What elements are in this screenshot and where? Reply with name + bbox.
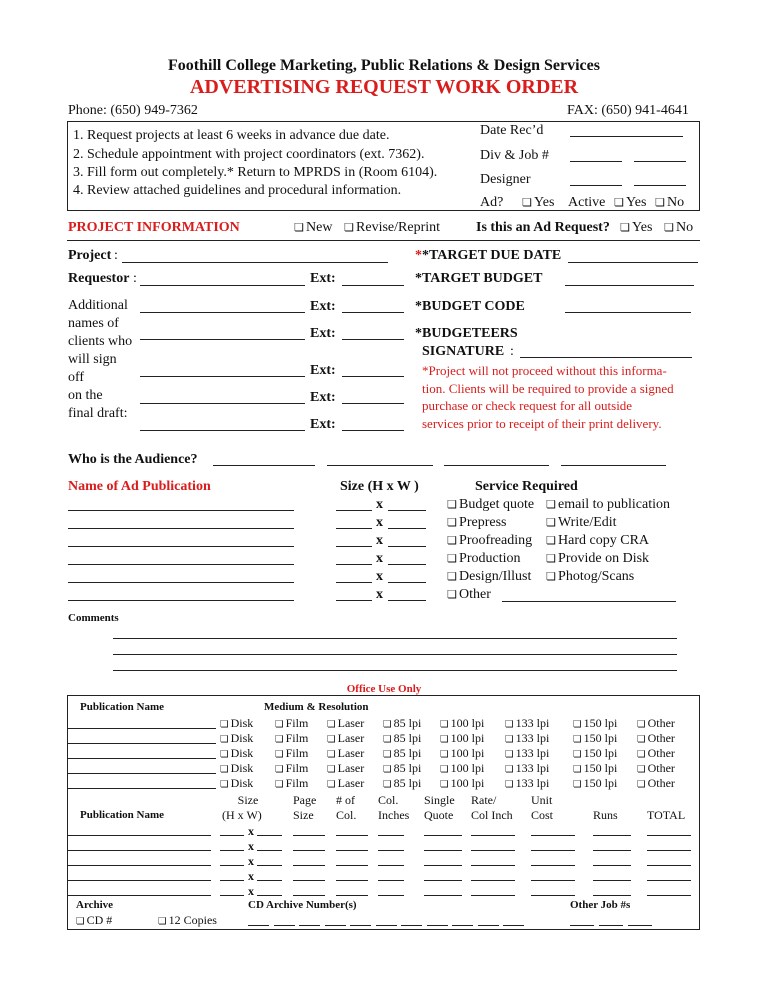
medium-option-checkbox[interactable]: ❏ 85 lpi: [383, 776, 421, 791]
medium-option-checkbox[interactable]: ❏ Other: [637, 776, 675, 791]
cd-checkbox[interactable]: ❏ CD #: [76, 913, 112, 928]
budget-code-label: *BUDGET CODE: [415, 299, 525, 314]
col-unit-top: Unit: [531, 793, 553, 807]
ext-label-4: Ext:: [310, 363, 336, 378]
cost-cell-input[interactable]: [293, 850, 325, 851]
active-no-checkbox[interactable]: ❏ No: [655, 195, 684, 211]
cost-cell-input[interactable]: [471, 850, 515, 851]
comments-label: Comments: [68, 612, 119, 624]
other-job-input[interactable]: [570, 925, 594, 926]
section-divider: [67, 240, 700, 241]
medium-heading: Medium & Resolution: [264, 701, 369, 713]
service-right-checkbox[interactable]: ❏ Provide on Disk: [546, 551, 649, 567]
project-note: *Project will not proceed without this informa- tion. Clients will be required to provide a signed purchase or check request for all outside services prior to receipt of their print delivery.: [422, 363, 674, 431]
cost-cell-input[interactable]: [593, 895, 631, 896]
medium-option-checkbox[interactable]: ❏ 150 lpi: [573, 746, 617, 761]
cost-cell-input[interactable]: [293, 895, 325, 896]
cd-archive-input[interactable]: [427, 925, 448, 926]
medium-option-checkbox[interactable]: ❏ Film: [275, 716, 308, 731]
target-budget-label: *TARGET BUDGET: [415, 271, 543, 286]
ad-label: Ad?: [480, 195, 504, 210]
ad-request-no-checkbox[interactable]: ❏ No: [664, 220, 693, 236]
other-jobs-label: Other Job #s: [570, 899, 631, 911]
cost-cell-input[interactable]: [293, 880, 325, 881]
ad-size-w-input[interactable]: [388, 564, 426, 565]
col-col-top: Col.: [378, 793, 399, 807]
other-job-input[interactable]: [599, 925, 623, 926]
cost-cell-input[interactable]: [424, 895, 462, 896]
cost-h-input[interactable]: [220, 835, 244, 836]
audience-input-1[interactable]: [213, 465, 315, 466]
ext-label-6: Ext:: [310, 417, 336, 432]
col-single-top: Single: [424, 793, 455, 807]
cost-cell-input[interactable]: [336, 850, 368, 851]
instruction-4: 4. Review attached guidelines and procedural information.: [73, 183, 402, 198]
cost-cell-input[interactable]: [647, 835, 691, 836]
project-input[interactable]: [122, 262, 388, 263]
additional-input-4[interactable]: [140, 403, 305, 404]
cost-x: x: [248, 884, 254, 898]
cost-cell-input[interactable]: [471, 880, 515, 881]
col-total: TOTAL: [647, 808, 686, 822]
ad-size-w-input[interactable]: [388, 546, 426, 547]
cost-cell-input[interactable]: [593, 835, 631, 836]
additional-input-1[interactable]: [140, 312, 305, 313]
cd-archive-input[interactable]: [401, 925, 422, 926]
cost-pub-name-input[interactable]: [68, 865, 211, 866]
active-label: Active: [568, 195, 606, 210]
ext-input-5[interactable]: [342, 403, 404, 404]
cost-cell-input[interactable]: [647, 880, 691, 881]
office-pub-name-2: Publication Name: [80, 809, 165, 821]
medium-option-checkbox[interactable]: ❏ 85 lpi: [383, 716, 421, 731]
medium-option-checkbox[interactable]: ❏ 133 lpi: [505, 761, 549, 776]
medium-option-checkbox[interactable]: ❏ Other: [637, 746, 675, 761]
cost-cell-input[interactable]: [336, 895, 368, 896]
medium-option-checkbox[interactable]: ❏ 150 lpi: [573, 761, 617, 776]
cd-archive-input[interactable]: [478, 925, 499, 926]
ad-pub-name-input[interactable]: [68, 546, 294, 547]
designer-label: Designer: [480, 172, 531, 187]
target-due-label: **TARGET DUE DATE: [415, 248, 562, 263]
ad-pub-name-input[interactable]: [68, 528, 294, 529]
cost-cell-input[interactable]: [378, 865, 404, 866]
new-checkbox[interactable]: ❏ New: [294, 220, 332, 236]
ext-label-1: Ext:: [310, 271, 336, 286]
medium-option-checkbox[interactable]: ❏ Disk: [220, 716, 253, 731]
col-rate-top: Rate/: [471, 793, 497, 807]
ad-size-w-input[interactable]: [388, 510, 426, 511]
ad-size-h-input[interactable]: [336, 600, 372, 601]
col-hw: (H x W): [222, 808, 262, 822]
cost-cell-input[interactable]: [424, 880, 462, 881]
cost-pub-name-input[interactable]: [68, 835, 211, 836]
comments-line-1[interactable]: [113, 638, 677, 639]
medium-option-checkbox[interactable]: ❏ Laser: [327, 746, 364, 761]
ad-size-w-input[interactable]: [388, 600, 426, 601]
col-cost: Cost: [531, 808, 554, 822]
ad-size-w-input[interactable]: [388, 582, 426, 583]
service-left-checkbox[interactable]: ❏ Production: [447, 551, 520, 567]
cost-h-input[interactable]: [220, 865, 244, 866]
medium-option-checkbox[interactable]: ❏ Laser: [327, 716, 364, 731]
cost-cell-input[interactable]: [531, 850, 575, 851]
medium-option-checkbox[interactable]: ❏ Disk: [220, 776, 253, 791]
cd-archive-input[interactable]: [325, 925, 346, 926]
ad-request-label: Is this an Ad Request?: [476, 220, 610, 235]
date-recd-line[interactable]: [570, 136, 683, 137]
service-heading: Service Required: [475, 479, 578, 494]
cost-cell-input[interactable]: [531, 835, 575, 836]
cd-archive-input[interactable]: [503, 925, 524, 926]
ext-label-5: Ext:: [310, 390, 336, 405]
cost-cell-input[interactable]: [471, 895, 515, 896]
audience-input-2[interactable]: [327, 465, 433, 466]
service-right-checkbox[interactable]: ❏ email to publication: [546, 497, 670, 513]
other-service-input[interactable]: [502, 601, 676, 602]
div-job-label: Div & Job #: [480, 148, 549, 163]
medium-option-checkbox[interactable]: ❏ 85 lpi: [383, 746, 421, 761]
ad-size-x: x: [376, 587, 383, 602]
medium-option-checkbox[interactable]: ❏ 100 lpi: [440, 731, 484, 746]
medium-option-checkbox[interactable]: ❏ Laser: [327, 731, 364, 746]
cost-cell-input[interactable]: [336, 880, 368, 881]
budget-code-input[interactable]: [565, 312, 691, 313]
office-pub-name-input[interactable]: [68, 773, 216, 774]
ad-size-h-input[interactable]: [336, 510, 372, 511]
medium-option-checkbox[interactable]: ❏ Other: [637, 731, 675, 746]
service-left-checkbox[interactable]: ❏ Proofreading: [447, 533, 532, 549]
cost-cell-input[interactable]: [424, 835, 462, 836]
cost-pub-name-input[interactable]: [68, 850, 211, 851]
cost-w-input[interactable]: [257, 895, 282, 896]
cost-cell-input[interactable]: [593, 850, 631, 851]
additional-label: Additional names of clients who will sign off on the final draft:: [68, 298, 133, 421]
ad-size-x: x: [376, 569, 383, 584]
medium-option-checkbox[interactable]: ❏ Disk: [220, 761, 253, 776]
medium-option-checkbox[interactable]: ❏ Film: [275, 746, 308, 761]
col-page-top: Page: [293, 793, 317, 807]
ad-pub-name-input[interactable]: [68, 582, 294, 583]
ext-label-2: Ext:: [310, 299, 336, 314]
col-num-top: # of: [336, 793, 355, 807]
medium-option-checkbox[interactable]: ❏ Disk: [220, 731, 253, 746]
ad-size-x: x: [376, 533, 383, 548]
cd-archive-input[interactable]: [274, 925, 295, 926]
project-label: Project: [68, 248, 112, 263]
ad-yes-checkbox[interactable]: ❏ Yes: [522, 195, 554, 211]
cost-h-input[interactable]: [220, 850, 244, 851]
ext-input-6[interactable]: [342, 430, 404, 431]
cost-cell-input[interactable]: [647, 865, 691, 866]
medium-option-checkbox[interactable]: ❏ Film: [275, 731, 308, 746]
medium-option-checkbox[interactable]: ❏ 150 lpi: [573, 731, 617, 746]
cost-cell-input[interactable]: [531, 880, 575, 881]
requestor-input[interactable]: [140, 285, 305, 286]
cd-archive-input[interactable]: [299, 925, 320, 926]
signature-label: SIGNATURE: [422, 344, 505, 359]
cost-cell-input[interactable]: [647, 895, 691, 896]
form-title: ADVERTISING REQUEST WORK ORDER: [189, 76, 579, 98]
designer-line-2[interactable]: [634, 185, 686, 186]
cost-pub-name-input[interactable]: [68, 895, 211, 896]
job-line[interactable]: [634, 161, 686, 162]
target-budget-input[interactable]: [565, 285, 694, 286]
cost-h-input[interactable]: [220, 880, 244, 881]
service-left-checkbox[interactable]: ❏ Prepress: [447, 515, 506, 531]
medium-option-checkbox[interactable]: ❏ 150 lpi: [573, 716, 617, 731]
ad-pub-name-input[interactable]: [68, 600, 294, 601]
cost-cell-input[interactable]: [531, 895, 575, 896]
col-runs: Runs: [593, 808, 618, 822]
cost-cell-input[interactable]: [293, 835, 325, 836]
ext-label-3: Ext:: [310, 326, 336, 341]
audience-label: Who is the Audience?: [68, 452, 198, 467]
cost-cell-input[interactable]: [424, 850, 462, 851]
medium-option-checkbox[interactable]: ❏ 133 lpi: [505, 746, 549, 761]
cost-h-input[interactable]: [220, 895, 244, 896]
phone-number: Phone: (650) 949-7362: [68, 103, 198, 118]
instruction-1: 1. Request projects at least 6 weeks in advance due date.: [73, 128, 390, 143]
other-job-input[interactable]: [628, 925, 652, 926]
office-pub-name-input[interactable]: [68, 743, 216, 744]
audience-input-4[interactable]: [561, 465, 666, 466]
cd-archive-input[interactable]: [248, 925, 269, 926]
ad-size-h-input[interactable]: [336, 528, 372, 529]
cost-cell-input[interactable]: [378, 880, 404, 881]
ext-input-1[interactable]: [342, 285, 404, 286]
office-pub-name-input[interactable]: [68, 728, 216, 729]
office-pub-name-input[interactable]: [68, 758, 216, 759]
cost-cell-input[interactable]: [336, 865, 368, 866]
budgeteers-label: *BUDGETEERS: [415, 326, 518, 341]
office-use-title: Office Use Only: [346, 683, 422, 695]
cost-w-input[interactable]: [257, 880, 282, 881]
medium-option-checkbox[interactable]: ❏ 133 lpi: [505, 716, 549, 731]
cost-cell-input[interactable]: [293, 865, 325, 866]
instruction-2: 2. Schedule appointment with project coordinators (ext. 7362).: [73, 147, 425, 162]
col-size-top: Size: [237, 793, 259, 807]
service-right-checkbox[interactable]: ❏ Write/Edit: [546, 515, 617, 531]
cd-archive-input[interactable]: [350, 925, 371, 926]
medium-option-checkbox[interactable]: ❏ Other: [637, 761, 675, 776]
audience-input-3[interactable]: [444, 465, 549, 466]
service-left-checkbox[interactable]: ❏ Budget quote: [447, 497, 534, 513]
medium-option-checkbox[interactable]: ❏ Other: [637, 716, 675, 731]
cost-w-input[interactable]: [257, 865, 282, 866]
medium-option-checkbox[interactable]: ❏ 85 lpi: [383, 731, 421, 746]
cost-cell-input[interactable]: [471, 835, 515, 836]
col-size: Size: [293, 808, 314, 822]
cost-cell-input[interactable]: [378, 835, 404, 836]
medium-option-checkbox[interactable]: ❏ 100 lpi: [440, 746, 484, 761]
cost-cell-input[interactable]: [647, 850, 691, 851]
comments-line-2[interactable]: [113, 654, 677, 655]
ad-size-x: x: [376, 515, 383, 530]
cost-pub-name-input[interactable]: [68, 880, 211, 881]
additional-input-2[interactable]: [140, 339, 305, 340]
medium-option-checkbox[interactable]: ❏ Laser: [327, 776, 364, 791]
ad-pub-name-input[interactable]: [68, 510, 294, 511]
cost-cell-input[interactable]: [593, 865, 631, 866]
ext-input-3[interactable]: [342, 339, 404, 340]
requestor-label: Requestor: [68, 271, 130, 286]
cost-cell-input[interactable]: [336, 835, 368, 836]
fax-number: FAX: (650) 941-4641: [567, 103, 689, 118]
medium-option-checkbox[interactable]: ❏ 133 lpi: [505, 776, 549, 791]
cost-x: x: [248, 839, 254, 853]
cost-cell-input[interactable]: [424, 865, 462, 866]
medium-option-checkbox[interactable]: ❏ 100 lpi: [440, 716, 484, 731]
medium-option-checkbox[interactable]: ❏ Film: [275, 776, 308, 791]
cost-x: x: [248, 869, 254, 883]
medium-option-checkbox[interactable]: ❏ Film: [275, 761, 308, 776]
div-line[interactable]: [570, 161, 622, 162]
office-pub-name-input[interactable]: [68, 788, 216, 789]
ad-size-h-input[interactable]: [336, 564, 372, 565]
medium-option-checkbox[interactable]: ❏ 100 lpi: [440, 761, 484, 776]
ext-input-4[interactable]: [342, 376, 404, 377]
cost-w-input[interactable]: [257, 835, 282, 836]
copies-checkbox[interactable]: ❏ 12 Copies: [158, 913, 217, 928]
target-due-input[interactable]: [568, 262, 698, 263]
size-heading: Size (H x W ): [340, 479, 419, 494]
ad-size-x: x: [376, 551, 383, 566]
cost-w-input[interactable]: [257, 850, 282, 851]
additional-input-5[interactable]: [140, 430, 305, 431]
medium-option-checkbox[interactable]: ❏ 133 lpi: [505, 731, 549, 746]
service-left-checkbox[interactable]: ❏ Other: [447, 587, 491, 603]
cost-cell-input[interactable]: [471, 865, 515, 866]
org-name: Foothill College Marketing, Public Relations & Design Services: [168, 57, 600, 74]
cost-x: x: [248, 824, 254, 838]
medium-option-checkbox[interactable]: ❏ 85 lpi: [383, 761, 421, 776]
ad-size-x: x: [376, 497, 383, 512]
office-pub-name-1: Publication Name: [80, 701, 165, 713]
ad-request-yes-checkbox[interactable]: ❏ Yes: [620, 220, 652, 236]
active-yes-checkbox[interactable]: ❏ Yes: [614, 195, 646, 211]
cost-cell-input[interactable]: [378, 850, 404, 851]
service-right-checkbox[interactable]: ❏ Photog/Scans: [546, 569, 634, 585]
additional-input-3[interactable]: [140, 376, 305, 377]
ad-size-h-input[interactable]: [336, 582, 372, 583]
col-inches: Inches: [378, 808, 410, 822]
service-right-checkbox[interactable]: ❏ Hard copy CRA: [546, 533, 649, 549]
project-info-heading: PROJECT INFORMATION: [68, 220, 240, 235]
date-recd-label: Date Rec’d: [480, 123, 544, 138]
ad-size-w-input[interactable]: [388, 528, 426, 529]
comments-line-3[interactable]: [113, 670, 677, 671]
target-due-text: *TARGET DUE DATE: [422, 248, 562, 263]
archive-label: Archive: [76, 899, 114, 911]
cd-archive-input[interactable]: [376, 925, 397, 926]
ad-size-h-input[interactable]: [336, 546, 372, 547]
col-quote: Quote: [424, 808, 454, 822]
cost-cell-input[interactable]: [593, 880, 631, 881]
col-cols: Col.: [336, 808, 357, 822]
cd-archive-input[interactable]: [452, 925, 473, 926]
cost-cell-input[interactable]: [378, 895, 404, 896]
ad-pub-name-input[interactable]: [68, 564, 294, 565]
ad-publication-heading: Name of Ad Publication: [68, 479, 211, 494]
service-left-checkbox[interactable]: ❏ Design/Illust: [447, 569, 531, 585]
ext-input-2[interactable]: [342, 312, 404, 313]
medium-option-checkbox[interactable]: ❏ Laser: [327, 761, 364, 776]
medium-option-checkbox[interactable]: ❏ 150 lpi: [573, 776, 617, 791]
designer-line-1[interactable]: [570, 185, 622, 186]
medium-option-checkbox[interactable]: ❏ Disk: [220, 746, 253, 761]
revise-checkbox[interactable]: ❏ Revise/Reprint: [344, 220, 440, 236]
cost-cell-input[interactable]: [531, 865, 575, 866]
cost-x: x: [248, 854, 254, 868]
medium-option-checkbox[interactable]: ❏ 100 lpi: [440, 776, 484, 791]
col-rate: Col Inch: [471, 808, 513, 822]
instruction-3: 3. Fill form out completely.* Return to MPRDS in (Room 6104).: [73, 165, 438, 180]
signature-input[interactable]: [520, 357, 692, 358]
cd-archive-label: CD Archive Number(s): [248, 899, 357, 911]
